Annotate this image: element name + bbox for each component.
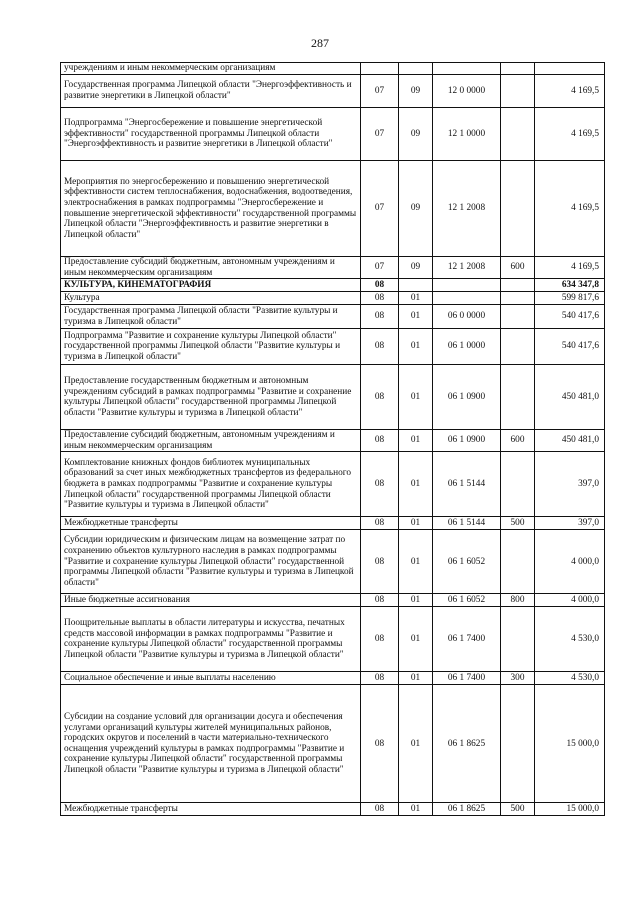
table-row <box>61 279 605 292</box>
cell-name: Субсидии на создание условий для организации досуга и обеспечения услугами организаций культуры жителей муниципальных районов, городских округов и поселений в части материально-технического оснащения учреждений культуры в рамках подпрограммы "Развитие и сохранение культуры Липецкой области" государственной программы Липецкой области "Развитие культуры и туризма в Липецкой области" <box>61 685 361 803</box>
cell-amount: 4 530,0 <box>535 607 605 672</box>
cell-target-article: 12 1 2008 <box>433 257 501 279</box>
cell-expense-type <box>501 305 535 329</box>
cell-subsection: 01 <box>399 430 433 452</box>
cell-target-article: 12 1 0000 <box>433 108 501 161</box>
cell-target-article: 06 1 0000 <box>433 329 501 365</box>
cell-section: 08 <box>361 305 399 329</box>
cell-name: Межбюджетные трансферты <box>61 803 361 816</box>
cell-amount <box>535 63 605 75</box>
cell-subsection <box>399 279 433 292</box>
cell-subsection: 01 <box>399 672 433 685</box>
table-row <box>61 75 605 108</box>
cell-target-article <box>433 292 501 305</box>
cell-section: 08 <box>361 365 399 430</box>
cell-target-article: 06 1 8625 <box>433 685 501 803</box>
cell-amount: 397,0 <box>535 452 605 517</box>
cell-name: Мероприятия по энергосбережению и повышению энергетической эффективности систем теплоснабжения, водоснабжения, водоотведения, электроснабжения в рамках подпрограммы "Энергосбережение и повышение энергетической эффективности" государственной программы Липецкой области "Энергоэффективность и развитие энергетики в Липецкой области" <box>61 161 361 257</box>
cell-expense-type <box>501 365 535 430</box>
cell-target-article <box>433 63 501 75</box>
cell-amount: 4 169,5 <box>535 161 605 257</box>
cell-target-article <box>433 279 501 292</box>
cell-subsection <box>399 63 433 75</box>
cell-expense-type <box>501 607 535 672</box>
table-row <box>61 430 605 452</box>
budget-table-body <box>61 63 605 816</box>
cell-name: Комплектование книжных фондов библиотек муниципальных образований за счет иных межбюджетных трансфертов из федерального бюджета в рамках подпрограммы "Развитие и сохранение культуры Липецкой области" государственной программы Липецкой области "Развитие культуры и туризма в Липецкой области" <box>61 452 361 517</box>
cell-subsection: 01 <box>399 329 433 365</box>
cell-section: 08 <box>361 452 399 517</box>
cell-amount: 540 417,6 <box>535 329 605 365</box>
table-row <box>61 108 605 161</box>
cell-target-article: 06 1 8625 <box>433 803 501 816</box>
cell-expense-type <box>501 452 535 517</box>
cell-subsection: 01 <box>399 685 433 803</box>
cell-subsection: 01 <box>399 452 433 517</box>
cell-section: 08 <box>361 803 399 816</box>
cell-amount: 4 000,0 <box>535 530 605 594</box>
cell-target-article: 06 1 7400 <box>433 607 501 672</box>
cell-target-article: 12 0 0000 <box>433 75 501 108</box>
cell-subsection: 01 <box>399 607 433 672</box>
cell-section: 08 <box>361 329 399 365</box>
cell-section: 08 <box>361 530 399 594</box>
cell-section: 08 <box>361 607 399 672</box>
cell-subsection: 01 <box>399 292 433 305</box>
cell-name: Социальное обеспечение и иные выплаты населению <box>61 672 361 685</box>
table-row <box>61 594 605 607</box>
cell-amount: 4 169,5 <box>535 75 605 108</box>
cell-expense-type <box>501 329 535 365</box>
table-row <box>61 685 605 803</box>
cell-section: 08 <box>361 672 399 685</box>
table-row <box>61 292 605 305</box>
cell-name: Государственная программа Липецкой области "Энергоэффективность и развитие энергетики в Липецкой области" <box>61 75 361 108</box>
cell-subsection: 01 <box>399 305 433 329</box>
cell-amount: 450 481,0 <box>535 430 605 452</box>
cell-name: Иные бюджетные ассигнования <box>61 594 361 607</box>
cell-section: 07 <box>361 161 399 257</box>
cell-expense-type: 500 <box>501 517 535 530</box>
cell-name: Предоставление субсидий бюджетным, автономным учреждениям и иным некоммерческим организациям <box>61 257 361 279</box>
table-row <box>61 257 605 279</box>
cell-expense-type: 500 <box>501 803 535 816</box>
cell-amount: 4 530,0 <box>535 672 605 685</box>
cell-expense-type: 600 <box>501 430 535 452</box>
cell-expense-type <box>501 292 535 305</box>
cell-section: 07 <box>361 257 399 279</box>
cell-target-article: 06 0 0000 <box>433 305 501 329</box>
cell-section: 08 <box>361 430 399 452</box>
cell-amount: 4 000,0 <box>535 594 605 607</box>
cell-subsection: 09 <box>399 257 433 279</box>
cell-target-article: 06 1 5144 <box>433 452 501 517</box>
table-row <box>61 63 605 75</box>
cell-subsection: 01 <box>399 517 433 530</box>
cell-name: Подпрограмма "Развитие и сохранение культуры Липецкой области" государственной программы Липецкой области "Развитие культуры и туризма в Липецкой области" <box>61 329 361 365</box>
cell-amount: 4 169,5 <box>535 108 605 161</box>
cell-section: 08 <box>361 594 399 607</box>
cell-name: учреждениям и иным некоммерческим организациям <box>61 63 361 75</box>
cell-name: Поощрительные выплаты в области литературы и искусства, печатных средств массовой информации в рамках подпрограммы "Развитие и сохранение культуры Липецкой области" государственной программы Липецкой области "Развитие культуры и туризма в Липецкой области" <box>61 607 361 672</box>
cell-target-article: 06 1 5144 <box>433 517 501 530</box>
cell-name: Предоставление субсидий бюджетным, автономным учреждениям и иным некоммерческим организациям <box>61 430 361 452</box>
table-row <box>61 530 605 594</box>
cell-name: Подпрограмма "Энергосбережение и повышение энергетической эффективности" государственной программы Липецкой области "Энергоэффективность и развитие энергетики в Липецкой области" <box>61 108 361 161</box>
cell-target-article: 06 1 0900 <box>433 365 501 430</box>
cell-subsection: 09 <box>399 161 433 257</box>
cell-amount: 540 417,6 <box>535 305 605 329</box>
cell-target-article: 06 1 6052 <box>433 594 501 607</box>
cell-subsection: 09 <box>399 75 433 108</box>
cell-expense-type: 300 <box>501 672 535 685</box>
table-row <box>61 161 605 257</box>
cell-section: 08 <box>361 517 399 530</box>
cell-amount: 4 169,5 <box>535 257 605 279</box>
cell-expense-type <box>501 161 535 257</box>
cell-section: 08 <box>361 292 399 305</box>
cell-expense-type <box>501 75 535 108</box>
cell-section: 07 <box>361 108 399 161</box>
table-row <box>61 305 605 329</box>
cell-expense-type <box>501 63 535 75</box>
table-row <box>61 329 605 365</box>
cell-section: 08 <box>361 279 399 292</box>
table-row <box>61 452 605 517</box>
cell-amount: 397,0 <box>535 517 605 530</box>
cell-subsection: 01 <box>399 530 433 594</box>
table-row <box>61 672 605 685</box>
cell-target-article: 06 1 7400 <box>433 672 501 685</box>
cell-subsection: 01 <box>399 803 433 816</box>
cell-name: Культура <box>61 292 361 305</box>
cell-name: Предоставление государственным бюджетным и автономным учреждениям субсидий в рамках подпрограммы "Развитие и сохранение культуры Липецкой области" государственной программы Липецкой области "Развитие культуры и туризма в Липецкой области" <box>61 365 361 430</box>
cell-name: Межбюджетные трансферты <box>61 517 361 530</box>
cell-target-article: 12 1 2008 <box>433 161 501 257</box>
cell-amount: 15 000,0 <box>535 685 605 803</box>
cell-name: Государственная программа Липецкой области "Развитие культуры и туризма в Липецкой области" <box>61 305 361 329</box>
cell-amount: 634 347,8 <box>535 279 605 292</box>
cell-expense-type: 800 <box>501 594 535 607</box>
cell-subsection: 01 <box>399 594 433 607</box>
cell-expense-type <box>501 530 535 594</box>
cell-amount: 450 481,0 <box>535 365 605 430</box>
cell-subsection: 09 <box>399 108 433 161</box>
table-row <box>61 607 605 672</box>
cell-target-article: 06 1 6052 <box>433 530 501 594</box>
cell-target-article: 06 1 0900 <box>433 430 501 452</box>
page-number: 287 <box>311 36 329 50</box>
table-row <box>61 517 605 530</box>
budget-table <box>60 62 605 816</box>
cell-section: 07 <box>361 75 399 108</box>
cell-expense-type <box>501 279 535 292</box>
table-row <box>61 365 605 430</box>
cell-expense-type: 600 <box>501 257 535 279</box>
cell-subsection: 01 <box>399 365 433 430</box>
cell-expense-type <box>501 108 535 161</box>
cell-section <box>361 63 399 75</box>
cell-name: КУЛЬТУРА, КИНЕМАТОГРАФИЯ <box>61 279 361 292</box>
table-row <box>61 803 605 816</box>
cell-amount: 599 817,6 <box>535 292 605 305</box>
cell-amount: 15 000,0 <box>535 803 605 816</box>
cell-section: 08 <box>361 685 399 803</box>
cell-name: Субсидии юридическим и физическим лицам на возмещение затрат по сохранению объектов культурного наследия в рамках подпрограммы "Развитие и сохранение культуры Липецкой области" государственной программы Липецкой области "Развитие культуры и туризма в Липецкой области" <box>61 530 361 594</box>
cell-expense-type <box>501 685 535 803</box>
